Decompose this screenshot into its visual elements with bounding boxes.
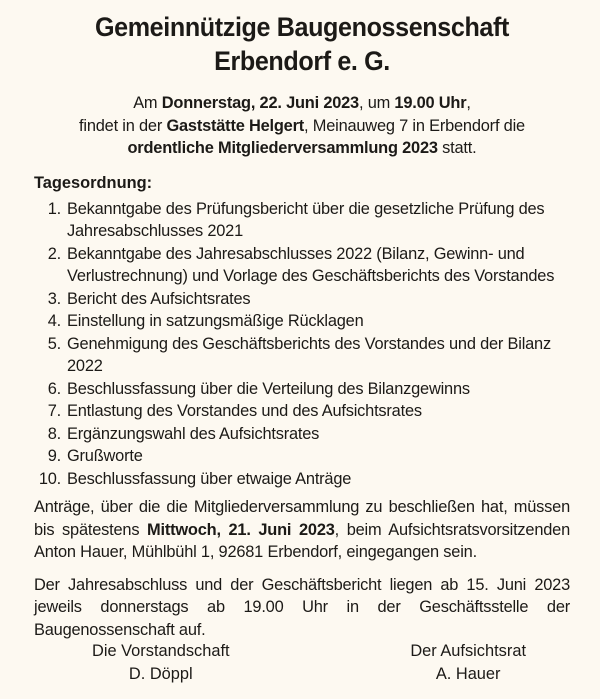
signature-board-role: Die Vorstandschaft (92, 642, 230, 660)
intro-line-2 (34, 115, 570, 138)
meeting-name: ordentliche Mitgliederversammlung 2023 (127, 139, 438, 157)
agenda-item (34, 445, 570, 468)
signature-board (92, 640, 230, 685)
agenda-item (34, 400, 570, 423)
agenda-item (34, 378, 570, 401)
title-line-2: Erbendorf e. G. (214, 46, 390, 76)
agenda-item-text: Genehmigung des Geschäftsberichts des Vorstandes und der Bilanz 2022 (67, 334, 551, 375)
agenda-item-text: Bekanntgabe des Prüfungsbericht über die gesetzliche Prüfung des Jahresabschlusses 2021 (67, 199, 545, 240)
agenda-item (34, 468, 570, 491)
agenda-item (34, 333, 570, 378)
financial-statement-paragraph: Der Jahresabschluss und der Geschäftsbericht liegen ab 15. Juni 2023 jeweils donnerstags ab 19.00 Uhr in der Geschäftsstelle der Baugenossenschaft auf. (34, 575, 570, 639)
agenda-item (34, 243, 570, 288)
agenda-item-number: 8. (47, 424, 61, 443)
agenda-item-text: Beschlussfassung über die Verteilung des Bilanzgewinns (67, 379, 470, 398)
agenda-item (34, 423, 570, 446)
title-block (34, 0, 570, 78)
motions-paragraph (34, 496, 570, 564)
signature-supervisory-role: Der Aufsichtsrat (410, 642, 526, 660)
agenda-item-number: 1. (47, 199, 61, 218)
agenda-item-number: 5. (47, 334, 61, 353)
intro-text-part: , um (358, 94, 395, 112)
signature-supervisory (410, 640, 526, 685)
agenda-item-text: Bericht des Aufsichtsrates (67, 289, 251, 308)
agenda-list (34, 198, 570, 491)
intro-text (34, 92, 570, 160)
intro-text-part: findet in der (79, 116, 167, 135)
agenda-item-number: 4. (47, 312, 61, 330)
meeting-time: 19.00 Uhr (394, 94, 467, 112)
signature-supervisory-name: A. Hauer (435, 664, 501, 683)
agenda-item (34, 198, 570, 243)
title-line-1: Gemeinnützige Baugenossenschaft (94, 12, 510, 42)
intro-line-1 (34, 92, 570, 115)
meeting-venue: Gaststätte Helgert (166, 116, 305, 135)
agenda-item (34, 288, 570, 311)
agenda-item-number: 2. (47, 244, 61, 263)
agenda-item-number: 7. (47, 402, 61, 420)
agenda-item-text: Ergänzungswahl des Aufsichtsrates (67, 424, 320, 443)
agenda-heading: Tagesordnung: (34, 173, 153, 192)
agenda-item (34, 310, 570, 333)
signature-board-name: D. Döppl (128, 664, 193, 683)
agenda-item-text: Bekanntgabe des Jahresabschlusses 2022 (Bilanz, Gewinn- und Verlustrechnung) und Vorlage des Geschäftsberichts des Vorstandes (67, 244, 555, 285)
motions-deadline: Mittwoch, 21. Juni 2023 (147, 520, 335, 539)
motions-text-part: , beim Aufsichtsratsvorsitzenden Anton Hauer, Mühlbühl 1, 92681 Erbendorf, eingegangen sein. (34, 520, 570, 561)
agenda-item-text: Beschlussfassung über etwaige Anträge (67, 469, 352, 488)
agenda-item-text: Einstellung in satzungsmäßige Rücklagen (67, 312, 364, 330)
intro-text-part: , Meinauweg 7 in Erbendorf die (304, 116, 525, 135)
agenda-item-number: 9. (47, 447, 61, 465)
agenda-item-text: Entlastung des Vorstandes und des Aufsichtsrates (67, 402, 422, 420)
intro-text-part: , (466, 94, 471, 112)
agenda-item-number: 6. (47, 379, 61, 398)
signatures (0, 640, 600, 685)
meeting-date: Donnerstag, 22. Juni 2023 (161, 94, 359, 112)
intro-text-part: Am (133, 94, 162, 112)
agenda-item-number: 3. (47, 289, 61, 308)
motions-text-part: Anträge, über die die Mitgliederversammlung zu beschließen hat, müssen bis spätestens (34, 498, 570, 539)
intro-text-part: statt. (437, 139, 477, 157)
intro-line-3 (34, 137, 570, 160)
agenda-item-text: Grußworte (67, 447, 143, 465)
agenda-item-number: 10. (38, 469, 61, 488)
